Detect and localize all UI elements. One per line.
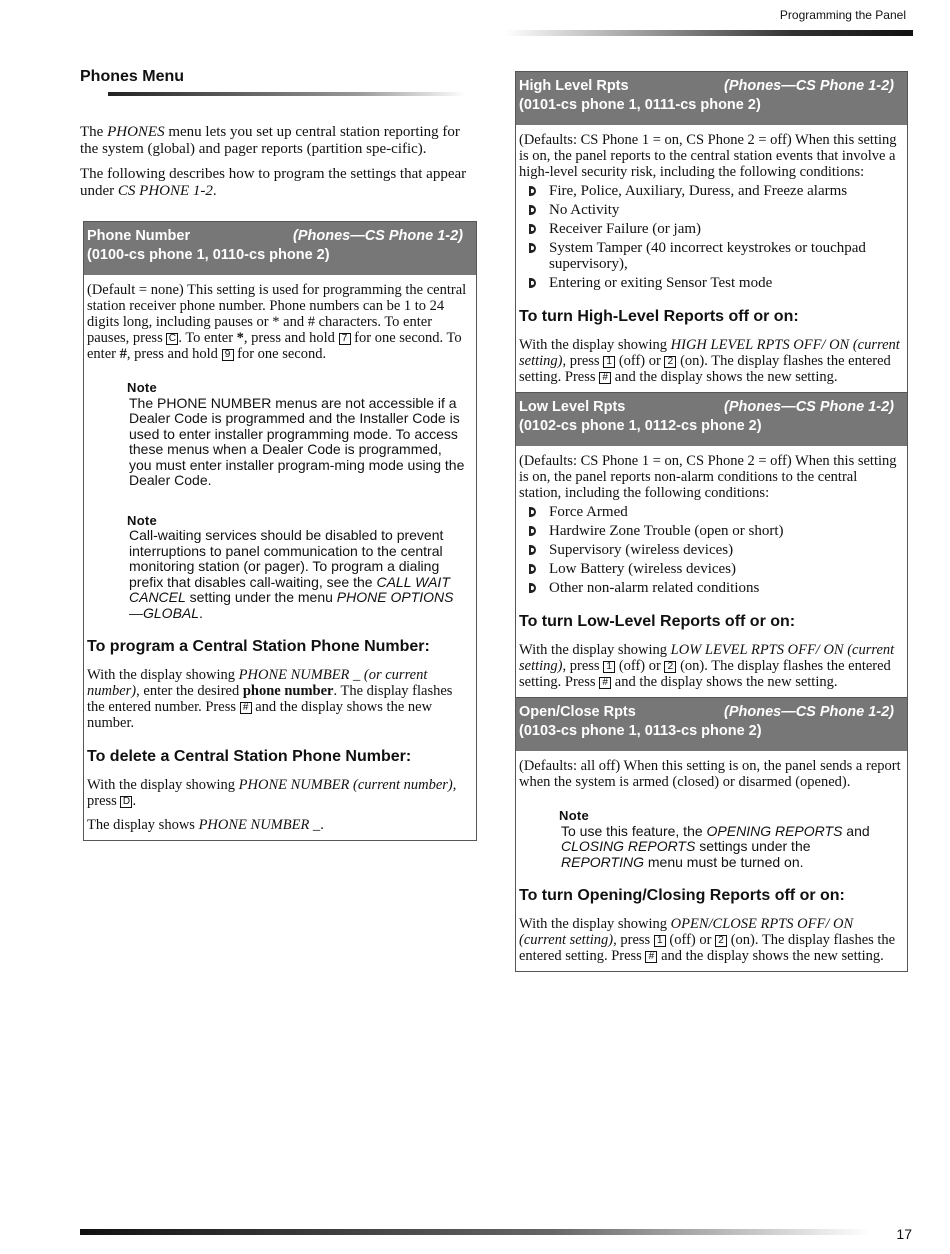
low-level-turn-title: To turn Low-Level Reports off or on: xyxy=(519,613,796,630)
page-number: 17 xyxy=(896,1226,912,1242)
program-phone-title: To program a Central Station Phone Number: xyxy=(87,638,430,655)
low-level-body xyxy=(516,446,907,697)
footer-rule xyxy=(80,1229,870,1235)
delete-phone-step: With the display showing PHONE NUMBER (current number), press D . xyxy=(87,777,457,809)
bullet-icon xyxy=(529,186,536,196)
delete-phone-result: The display shows PHONE NUMBER _. xyxy=(87,817,324,833)
menu-path: (Phones—CS Phone 1-2) xyxy=(724,78,894,94)
list-item: Other non-alarm related conditions xyxy=(519,580,903,596)
menu-path: (Phones—CS Phone 1-2) xyxy=(293,228,463,244)
intro-paragraph: The PHONES menu lets you set up central station reporting for the system (global) and pager reports (partition spe-cific). xyxy=(80,124,460,157)
delete-phone-title: To delete a Central Station Phone Number: xyxy=(87,748,412,765)
high-level-conditions xyxy=(519,183,903,291)
high-level-turn-step: With the display showing HIGH LEVEL RPTS OFF/ ON (current setting), press 1 (off) or 2 (on). The display flashes the entered setting. Press # and the display shows the new setting. xyxy=(519,337,900,385)
bullet-icon xyxy=(529,205,536,215)
setting-codes: (0101-cs phone 1, 0111-cs phone 2) xyxy=(519,97,761,113)
list-item: Hardwire Zone Trouble (open or short) xyxy=(519,523,903,539)
bullet-icon xyxy=(529,526,536,536)
key-hash-icon: # xyxy=(240,702,252,714)
menu-path: (Phones—CS Phone 1-2) xyxy=(724,704,894,720)
open-close-turn-title: To turn Opening/Closing Reports off or on: xyxy=(519,887,845,904)
phone-number-header xyxy=(84,222,476,275)
setting-codes: (0100-cs phone 1, 0110-cs phone 2) xyxy=(87,247,330,263)
list-item: Fire, Police, Auxiliary, Duress, and Freeze alarms xyxy=(519,183,903,199)
open-close-box xyxy=(515,698,908,972)
high-level-turn-title: To turn High-Level Reports off or on: xyxy=(519,308,799,325)
key-c-icon: C xyxy=(166,333,178,345)
key-7-icon: 7 xyxy=(339,333,351,345)
title-rule xyxy=(108,92,466,96)
program-phone-step: With the display showing PHONE NUMBER _ (or current number), enter the desired phone number. The display flashes the entered number. Press # and the display shows the new number. xyxy=(87,667,453,731)
list-item: Receiver Failure (or jam) xyxy=(519,221,903,237)
key-d-icon: D xyxy=(120,796,132,808)
key-9-icon: 9 xyxy=(222,349,234,361)
high-level-header xyxy=(516,72,907,125)
bullet-icon xyxy=(529,243,536,253)
list-item: Supervisory (wireless devices) xyxy=(519,542,903,558)
setting-name: Low Level Rpts xyxy=(519,399,626,415)
key-hash-icon: # xyxy=(645,951,657,963)
bullet-icon xyxy=(529,564,536,574)
setting-codes: (0102-cs phone 1, 0112-cs phone 2) xyxy=(519,418,762,434)
note-label: Note xyxy=(127,512,158,528)
section-title: Phones Menu xyxy=(80,68,185,85)
key-2-icon: 2 xyxy=(664,356,676,368)
note-reports: Note To use this feature, the OPENING REPORTS and CLOSING REPORTS settings under the REPORTING menu must be turned on. xyxy=(561,808,897,870)
setting-name: Open/Close Rpts xyxy=(519,704,636,720)
list-item: Force Armed xyxy=(519,504,903,520)
running-header: Programming the Panel xyxy=(779,8,906,22)
bullet-icon xyxy=(529,583,536,593)
list-item: Entering or exiting Sensor Test mode xyxy=(519,275,903,291)
phone-number-body xyxy=(84,275,476,840)
note-label: Note xyxy=(559,808,590,823)
open-close-header xyxy=(516,698,907,751)
open-close-body xyxy=(516,751,907,971)
note-call-waiting: Note Call-waiting services should be disabled to prevent interruptions to panel communication to the central monitoring station (or pager). To program a dialing prefix that disables call-waiting, see the CALL WAIT CANCEL setting under the menu PHONE OPTIONS—GLOBAL. xyxy=(129,513,466,622)
phone-number-box xyxy=(83,221,477,841)
open-close-description: (Defaults: all off) When this setting is on, the panel sends a report when the system is armed (closed) or disarmed (opened). xyxy=(519,758,901,790)
key-1-icon: 1 xyxy=(603,661,615,673)
bullet-icon xyxy=(529,278,536,288)
low-level-turn-step: With the display showing LOW LEVEL RPTS OFF/ ON (current setting), press 1 (off) or 2 (on). The display flashes the entered setting. Press # and the display shows the new setting. xyxy=(519,642,895,690)
key-2-icon: 2 xyxy=(664,661,676,673)
key-2-icon: 2 xyxy=(715,935,727,947)
phone-number-description: (Default = none) This setting is used for programming the central station receiver phone number. Phone numbers can be 1 to 24 digits long, including pauses or * and # characters. To enter pauses, press C . To enter *, press and hold 7 for one second. To enter #, press and hold 9 for one second. xyxy=(87,282,467,362)
low-level-box xyxy=(515,393,908,698)
low-level-description: (Defaults: CS Phone 1 = on, CS Phone 2 = off) When this setting is on, the panel reports non-alarm conditions to the central station, including the following conditions: xyxy=(519,453,897,501)
bullet-icon xyxy=(529,507,536,517)
key-hash-icon: # xyxy=(599,372,611,384)
low-level-header xyxy=(516,393,907,446)
list-item: Low Battery (wireless devices) xyxy=(519,561,903,577)
key-1-icon: 1 xyxy=(654,935,666,947)
setting-name: Phone Number xyxy=(87,228,191,244)
note-dealer-code: Note The PHONE NUMBER menus are not accessible if a Dealer Code is programmed and the Installer Code is used to enter installer programming mode. To access these menus when a Dealer Code is programmed, you must enter installer program-ming mode using the Dealer Code. xyxy=(127,380,465,488)
left-column xyxy=(80,68,478,841)
list-item: No Activity xyxy=(519,202,903,218)
low-level-conditions xyxy=(519,504,903,596)
key-hash-icon: # xyxy=(599,677,611,689)
setting-name: High Level Rpts xyxy=(519,78,629,94)
bullet-icon xyxy=(529,545,536,555)
high-level-body xyxy=(516,125,907,392)
key-1-icon: 1 xyxy=(603,356,615,368)
bullet-icon xyxy=(529,224,536,234)
intro-paragraph-2: The following describes how to program the settings that appear under CS PHONE 1-2. xyxy=(80,166,467,199)
list-item: System Tamper (40 incorrect keystrokes or touchpad supervisory), xyxy=(519,240,903,272)
setting-codes: (0103-cs phone 1, 0113-cs phone 2) xyxy=(519,723,762,739)
menu-path: (Phones—CS Phone 1-2) xyxy=(724,399,894,415)
right-column xyxy=(515,71,908,972)
header-rule xyxy=(505,30,913,36)
high-level-description: (Defaults: CS Phone 1 = on, CS Phone 2 = off) When this setting is on, the panel reports to the central station events that involve a high-level security risk, including the following conditions: xyxy=(519,132,897,180)
open-close-turn-step: With the display showing OPEN/CLOSE RPTS OFF/ ON (current setting), press 1 (off) or 2 (on). The display flashes the entered setting. Press # and the display shows the new setting. xyxy=(519,916,896,964)
high-level-box xyxy=(515,71,908,393)
note-label: Note xyxy=(127,380,158,395)
